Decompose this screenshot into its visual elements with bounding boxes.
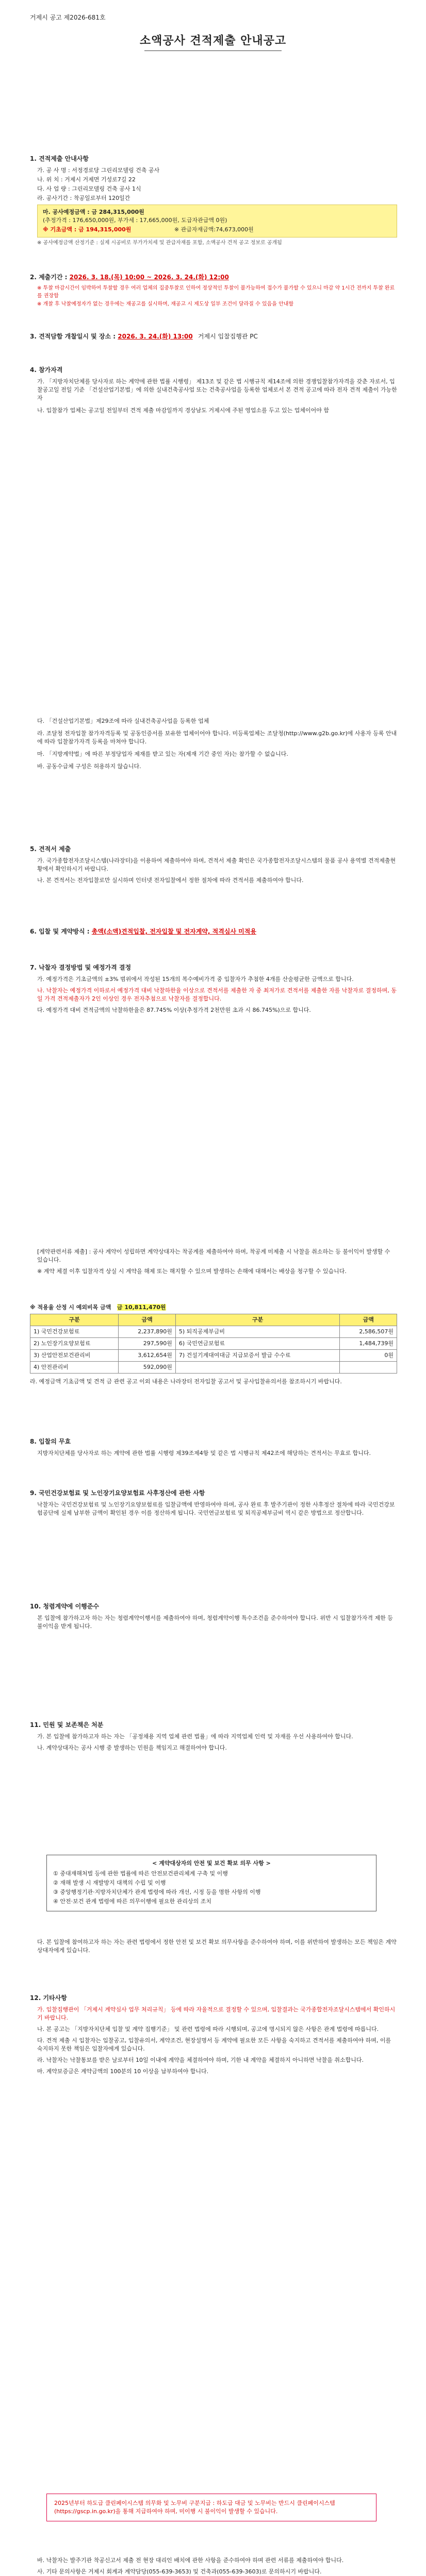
eligibility-line: 바. 공동수급체 구성은 허용하지 않습니다. — [37, 762, 141, 770]
price-box — [37, 205, 397, 238]
section-heading: 5. 견적서 제출 — [30, 845, 71, 853]
table-row — [30, 1337, 397, 1349]
section-heading: 4. 참가자격 — [30, 366, 63, 374]
misc-para: 가. 입찰집행관이 「거제시 계약심사 업무 처리규칙」 등에 따라 자율적으로 결정할 수 있으며, 입찰결과는 국가종합전자조달시스템에서 확인하시기 바랍니다. — [37, 2006, 396, 2022]
price-note: ※ 공사예정금액 산정기준 : 실제 시공비로 부가가치세 및 관급자재를 포함, 소액공사 견적 공고 정보로 공개됨 — [37, 240, 282, 246]
award-tail — [30, 1247, 397, 1277]
table-cell: 1) 국민건강보험료 — [30, 1326, 119, 1337]
table-cell: 1,484,739원 — [340, 1337, 397, 1349]
notice-line: ④ 안전·보건 관계 법령에 따른 의무이행에 필요한 관리상의 조치 — [53, 1897, 211, 1905]
table-cell: 7) 건설기계대여대금 지급보증서 발급 수수료 — [175, 1349, 340, 1361]
section-heading: 9. 국민건강보험료 및 노인장기요양보험료 사후정산에 관한 사항 — [30, 1489, 205, 1497]
table-caption: ※ 적용율 산정 시 예외비목 금액 — [30, 1304, 111, 1311]
cost-table — [30, 1314, 397, 1374]
eligibility-para: 가. 「지방자치단체를 당사자로 하는 계약에 관한 법률 시행령」 제13조 및 같은 법 시행규칙 제14조에 의한 경쟁입찰참가자격을 갖춘 자로서, 입찰공고일 전일 기준 「건설산업기본법」에 의한 실내건축공사업 또는 건축공사업을 등록한 업체로서 본 견적 공고에 따라 전자 견적 제출이 가능한 자 — [37, 378, 397, 402]
section-contract-method — [30, 927, 397, 939]
document-number: 거제시 공고 제2026-681호 — [30, 14, 106, 21]
safety-para: 가. 본 입찰에 참가하고자 하는 자는 「공정채용 지역 업체 관련 법률」에 따라 지역업체 인력 및 자재를 우선 사용하여야 합니다. — [37, 1733, 353, 1740]
award-tail-line: [계약관련서류 제출] : 공사 계약이 성립하면 계약상대자는 착공계를 제출하여야 하며, 착공계 미제출 시 낙찰을 취소하는 등 불이익이 발생할 수 있습니다. — [37, 1248, 390, 1263]
table-cell: 0원 — [340, 1349, 397, 1361]
table-cell: 297,590원 — [119, 1337, 176, 1349]
estimated-price: 마. 공사예정금액 : 금 284,315,000원 — [43, 209, 144, 216]
table-header-row — [30, 1314, 397, 1326]
award-para: 나. 낙찰자는 예정가격 이하로서 예정가격 대비 낙찰하한율 이상으로 견적서를 제출한 자 중 최저가로 견적서를 제출한 자를 낙찰자로 결정하며, 동일 가격 견적제출자가 2인 이상인 경우 전자추첨으로 낙찰자를 결정합니다. — [37, 987, 397, 1003]
section-opening — [30, 332, 397, 344]
section-overview — [30, 155, 397, 248]
table-cell: 6) 국민연금보험료 — [175, 1337, 340, 1349]
cleanpay-box — [46, 2494, 376, 2521]
safety-tail — [30, 1937, 397, 1956]
page-title: 소액공사 견적제출 안내공고 — [139, 35, 287, 47]
misc-para: 라. 낙찰자는 낙찰통보를 받은 날로부터 10일 이내에 계약을 체결하여야 하며, 기한 내 계약을 체결하지 아니하면 낙찰을 취소합니다. — [37, 2057, 364, 2064]
safety-tail-para: 다. 본 입찰에 참여하고자 하는 자는 관련 법령에서 정한 안전 및 보건 확보 의무사항을 준수하여야 하며, 이를 위반하여 발생하는 모든 책임은 계약상대자에게 있습니다. — [37, 1939, 397, 1954]
section-eligibility-cont — [30, 716, 397, 772]
opening-place: 거제시 입찰집행관 PC — [198, 333, 258, 340]
table-header-cell: 구분 — [175, 1314, 340, 1326]
table-cell: 2,237,890원 — [119, 1326, 176, 1337]
section-submission — [30, 845, 397, 886]
table-header-cell: 금액 — [340, 1314, 397, 1326]
section-heading: 11. 민원 및 보존책은 처분 — [30, 1721, 104, 1728]
section-heading: 7. 낙찰자 결정방법 및 예정가격 결정 — [30, 964, 132, 971]
invalid-para: 지방자치단체를 당사자로 하는 계약에 관한 법률 시행령 제39조제4항 및 같은 법 시행규칙 제42조에 해당하는 견적서는 무효로 합니다. — [37, 1450, 371, 1457]
section-misc — [30, 1994, 397, 2077]
integrity-para: 본 입찰에 참가하고자 하는 자는 청렴계약이행서를 제출하여야 하며, 청렴계약이행 특수조건을 준수하여야 합니다. 위반 시 입찰참가자격 제한 등 불이익을 받게 됩니다. — [37, 1615, 393, 1630]
safety-para: 나. 계약상대자는 공사 시행 중 발생하는 민원을 책임지고 해결하여야 합니다. — [37, 1744, 227, 1752]
table-cell: 2,586,507원 — [340, 1326, 397, 1337]
submission-period: 2026. 3. 18.(목) 10:00 ~ 2026. 3. 24.(화) 12:00 — [69, 274, 229, 281]
section-safety — [30, 1721, 397, 1753]
notice-title: < 계약대상자의 안전 및 보건 확보 의무 사항 > — [152, 1860, 271, 1867]
insurance-para: 낙찰자는 국민건강보험료 및 노인장기요양보험료를 입찰금액에 반영하여야 하며, 공사 완료 후 발주기관이 정한 사후정산 절차에 따라 국민건강보험공단에 실제 납부한 금액이 확인된 경우 이를 정산하게 됩니다. 국민연금보험료 및 퇴직공제부금비 역시 같은 방법으로 정산합니다. — [37, 1501, 395, 1517]
period-note: ※ 투찰 마감시간이 임박하여 투찰할 경우 여러 업체의 집중투찰로 인하여 정상적인 투찰이 불가능하여 접수가 불가할 수 있으니 마감 약 1시간 전까지 투찰 완료를 권장함 — [37, 285, 395, 299]
safety-notice-box — [46, 1855, 376, 1911]
misc-tail-para: 사. 기타 문의사항은 거제시 회계과 계약담당(055-639-3653) 및 건축과(055-639-3603)로 문의하시기 바랍니다. — [37, 2568, 322, 2575]
section-heading: 2. 제출기간 : — [30, 274, 68, 281]
table-row — [30, 1326, 397, 1337]
price-detail: (추정가격 : 176,650,000원, 부가세 : 17,665,000원, 도급자관급액 0원) — [43, 217, 227, 224]
table-cell: 3) 산업안전보건관리비 — [30, 1349, 119, 1361]
opening-datetime: 2026. 3. 24.(화) 13:00 — [118, 333, 193, 340]
overview-item: 나. 위 치 : 거제시 거제면 기성로7길 22 — [37, 176, 136, 183]
table-cell — [340, 1361, 397, 1373]
eligibility-line: 다. 「건설산업기본법」제29조에 따라 실내건축공사업을 등록한 업체 — [37, 718, 209, 724]
gov-material-amount: ※ 관급자재금액:74,673,000원 — [174, 226, 254, 233]
section-eligibility — [30, 366, 397, 416]
section-period — [30, 273, 397, 310]
table-cell: 2) 노인장기요양보험료 — [30, 1337, 119, 1349]
table-cell — [175, 1361, 340, 1373]
table-row — [30, 1361, 397, 1373]
table-cell: 5) 퇴직공제부금비 — [175, 1326, 340, 1337]
section-integrity — [30, 1602, 397, 1632]
submission-para: 가. 국가종합전자조달시스템(나라장터)을 이용하여 제출하여야 하며, 견적서 제출 확인은 국가종합전자조달시스템의 물품 공사 용역별 견적제출현황에서 확인하시기 바랍니다. — [37, 857, 396, 873]
misc-tail-para: 바. 낙찰자는 발주기관 착공신고서 제출 전 현장 대리인 배치에 관한 사항을 준수하여야 하며 관련 서류를 제출하여야 합니다. — [37, 2557, 344, 2564]
notice-line: ② 재해 발생 시 재발방지 대책의 수립 및 이행 — [53, 1879, 166, 1886]
period-note: ※ 개찰 후 낙찰예정자가 없는 경우에는 재공고를 실시하며, 재공고 시 제도상 일부 조건이 달라질 수 있음을 안내함 — [37, 301, 294, 308]
award-tail-line: 라. 예정금액 기초금액 및 견적 금 관련 공고 이외 내용은 나라장터 전자입찰 공고서 및 공사입찰유의서를 참조하시기 바랍니다. — [30, 1378, 342, 1385]
section-heading: 1. 견적제출 안내사항 — [30, 155, 89, 162]
section-heading: 10. 청렴계약에 이행준수 — [30, 1603, 99, 1610]
award-para: 다. 예정가격 대비 견적금액의 낙찰하한율은 87.745% 이상(추정가격 2천만원 초과 시 86.745%)으로 합니다. — [37, 1007, 311, 1014]
section-heading: 3. 견적담합 개찰일시 및 장소 : — [30, 333, 116, 340]
section-award — [30, 963, 397, 1015]
overview-item: 라. 공사기간 : 착공일로부터 120일간 — [37, 195, 130, 202]
award-para: 가. 예정가격은 기초금액의 ±3% 범위에서 작성된 15개의 복수예비가격 중 입찰자가 추첨한 4개를 산술평균한 금액으로 합니다. — [37, 976, 354, 983]
table-row — [30, 1349, 397, 1361]
table-header-cell: 구분 — [30, 1314, 119, 1326]
misc-para: 다. 견적 제출 시 입찰자는 입찰공고, 입찰유의서, 계약조건, 현장설명서 등 계약에 필요한 모든 사항을 숙지하고 견적서를 제출하여야 하며, 이를 숙지하지 못한 책임은 입찰자에게 있습니다. — [37, 2037, 391, 2053]
notice-line: ① 중대재해처벌 등에 관한 법률에 따른 안전보건관리체계 구축 및 이행 — [53, 1870, 228, 1877]
overview-item: 가. 공 사 명 : 서정경로당 그린리모델링 건축 공사 — [37, 167, 160, 174]
eligibility-para: 나. 입찰참가 업체는 공고일 전일부터 견적 제출 마감일까지 경상남도 거제시에 주된 영업소를 두고 있는 업체이어야 함 — [37, 407, 329, 414]
misc-tail — [30, 2555, 397, 2576]
title-underline — [144, 50, 282, 51]
section-heading: 6. 입찰 및 계약방식 : — [30, 928, 90, 935]
misc-para: 나. 본 공고는 「지방자치단체 입찰 및 계약 집행기준」 및 관련 법령에 따라 시행되며, 공고에 명시되지 않은 사항은 관계 법령에 따릅니다. — [37, 2026, 379, 2033]
basis-amount: ※ 기초금액 : 금 194,315,000원 — [43, 226, 132, 233]
eligibility-line: 라. 조달청 전자입찰 참가자격등록 및 공동인증서를 보유한 업체이어야 합니다. 미등록업체는 조달청(http://www.g2b.go.kr)에 사용자 등록 안내에 따라 입찰참가자격 등록을 마쳐야 합니다. — [37, 730, 397, 745]
exception-cost-table — [30, 1303, 397, 1387]
table-caption-value: 금 10,811,470원 — [117, 1304, 166, 1311]
contract-method: 총액(소액)견적입찰, 전자입찰 및 전자계약, 적격심사 미적용 — [91, 928, 256, 935]
notice-line: ③ 중앙행정기관·지방자치단체가 관계 법령에 따라 개선, 시정 등을 명한 사항의 이행 — [53, 1888, 261, 1895]
section-invalid — [30, 1437, 397, 1459]
cleanpay-notice: 2025년부터 하도급 클린페이시스템 의무화 및 노무비 구분지급 : 하도급 대금 및 노무비는 반드시 클린페이시스템(https://gscp.in.go.kr)을 통해 지급하여야 하며, 미이행 시 불이익이 발생할 수 있습니다. — [46, 2494, 376, 2521]
table-cell: 592,090원 — [119, 1361, 176, 1373]
submission-para: 나. 본 견적서는 전자입찰로만 실시하며 인터넷 전자입찰에서 정한 절차에 따라 견적서를 제출하여야 합니다. — [37, 877, 304, 884]
award-tail-line: ※ 계약 체결 이후 입찰자격 상실 시 계약을 해제 또는 해지할 수 있으며 발생하는 손해에 대해서는 배상을 청구할 수 있습니다. — [37, 1267, 347, 1275]
section-insurance — [30, 1489, 397, 1518]
overview-item: 다. 사 업 량 : 그린리모델링 건축 공사 1식 — [37, 185, 141, 193]
table-header-cell: 금액 — [119, 1314, 176, 1326]
section-heading: 12. 기타사항 — [30, 1994, 67, 2002]
eligibility-line: 마. 「지방계약법」에 따른 부정당업자 제재를 받고 있는 자(제재 기간 중인 자)는 참가할 수 없습니다. — [37, 750, 288, 757]
table-cell: 3,612,654원 — [119, 1349, 176, 1361]
table-cell: 4) 안전관리비 — [30, 1361, 119, 1373]
misc-para: 마. 계약보증금은 계약금액의 100분의 10 이상을 납부하여야 합니다. — [37, 2068, 209, 2075]
section-heading: 8. 입찰의 무효 — [30, 1438, 71, 1445]
